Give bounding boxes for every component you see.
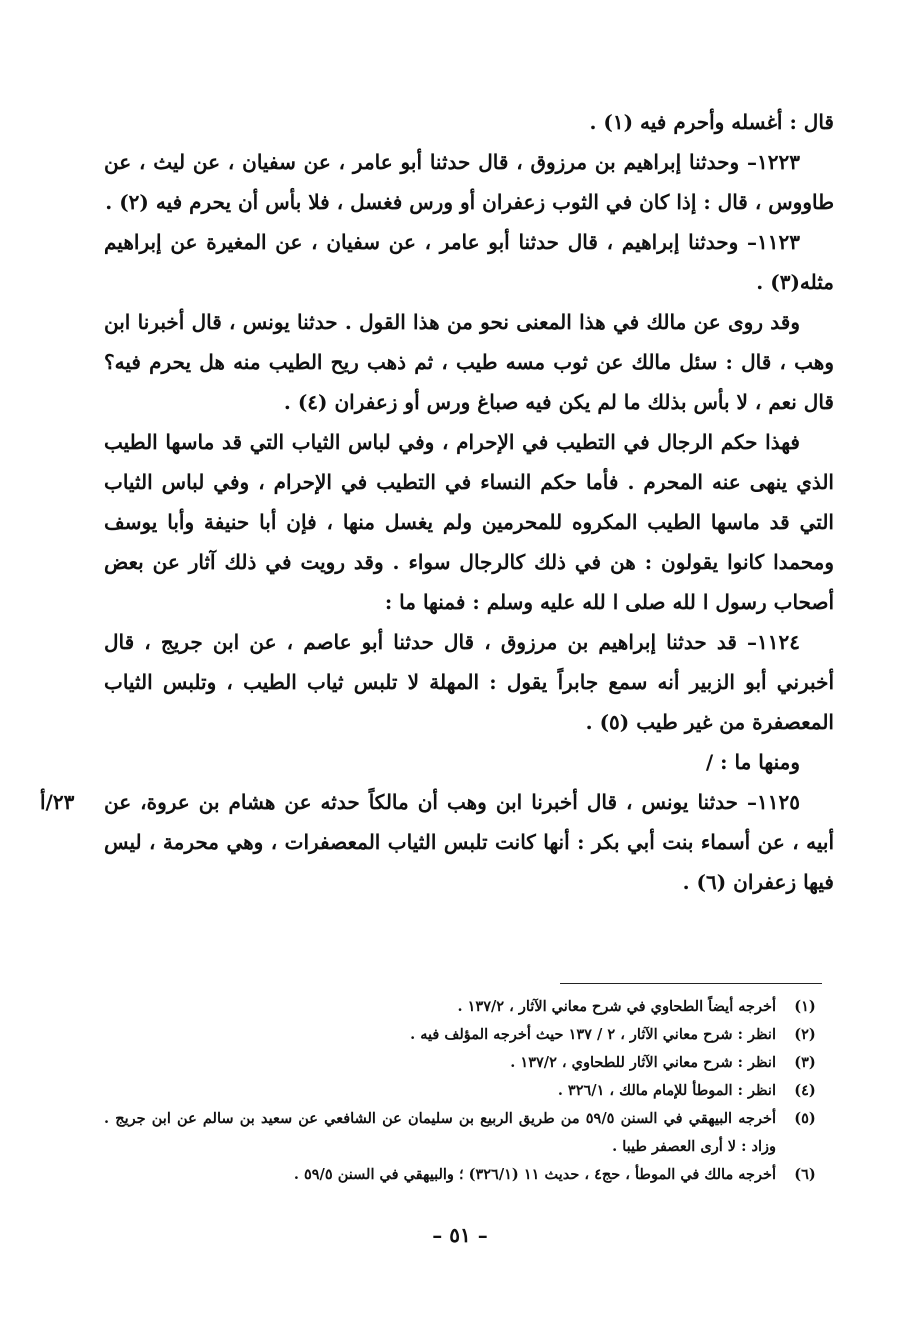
footnote-number: (٢) — [794, 1026, 816, 1043]
main-text — [104, 102, 834, 902]
footnote-text: انظر : شرح معاني الآثار ، ٢ / ١٣٧ حيث أخرجه المؤلف فيه . — [410, 1026, 776, 1043]
footnote-number: (١) — [794, 998, 816, 1015]
paragraph-1: قال : أغسله وأحرم فيه (١) . — [589, 110, 834, 134]
footnote-item — [104, 1049, 834, 1077]
paragraph-1123: ١١٢٣– وحدثنا إبراهيم ، قال حدثنا أبو عامر ، عن سفيان ، عن المغيرة عن إبراهيم مثله(٣) . — [104, 230, 834, 294]
paragraph-malik: وقد روى عن مالك في هذا المعنى نحو من هذا القول . حدثنا يونس ، قال أخبرنا ابن وهب ، قال : سئل مالك عن ثوب مسه طيب ، ثم ذهب ريح الطيب منه هل يحرم فيه؟ قال نعم ، لا بأس بذلك ما لم يكن فيه صباغ ورس أو زعفران (٤) . — [104, 310, 834, 414]
paragraph-ruling: فهذا حكم الرجال في التطيب في الإحرام ، وفي لباس الثياب التي قد ماسها الطيب الذي ينهى عنه المحرم . فأما حكم النساء في التطيب في الإحرام ، وفي لباس الثياب التي قد ماسها الطيب المكروه للمحرمين ولم يغسل منها ، فإن أبا حنيفة وأبا يوسف ومحمدا كانوا يقولون : هن في ذلك كالرجال سواء . وقد رويت في ذلك آثار عن بعض أصحاب رسول ا لله صلى ا لله عليه وسلم : فمنها ما : — [104, 430, 834, 614]
footnote-item — [104, 1077, 834, 1105]
footnote-text: انظر : الموطأ للإمام مالك ، ٣٢٦/١ . — [557, 1082, 776, 1099]
footnote-item — [104, 993, 834, 1021]
footnote-number: (٦) — [794, 1166, 816, 1183]
footnote-text: أخرجه البيهقي في السنن ٥٩/٥ من طريق الربيع بن سليمان عن الشافعي عن سعيد بن سالم عن ابن جريج . وزاد : لا أرى العصفر طيبا . — [104, 1110, 776, 1155]
paragraph-1124: ١١٢٤– قد حدثنا إبراهيم بن مرزوق ، قال حدثنا أبو عاصم ، عن ابن جريج ، قال أخبرني أبو الزبير أنه سمع جابراً يقول : المهلة لا تلبس ثياب الطيب ، وتلبس الثياب المعصفرة من غير طيب (٥) . — [104, 630, 834, 734]
paragraph-1125: ١١٢٥– حدثنا يونس ، قال أخبرنا ابن وهب أن مالكاً حدثه عن هشام بن عروة، عن أبيه ، عن أسماء بنت أبي بكر : أنها كانت تلبس الثياب المعصفرات ، وهي محرمة ، ليس فيها زعفران (٦) . — [104, 790, 834, 894]
manuscript-folio-ref: ٢٣/أ — [40, 790, 75, 814]
footnotes — [104, 993, 834, 1189]
paragraph-1223: ١٢٢٣– وحدثنا إبراهيم بن مرزوق ، قال حدثنا أبو عامر ، عن سفيان ، عن ليث ، عن طاووس ، قال : إذا كان في الثوب زعفران أو ورس فغسل ، فلا بأس أن يحرم فيه (٢) . — [104, 150, 834, 214]
footnote-text: أخرجه مالك في الموطأ ، حج٤ ، حديث ١١ (٣٢٦/١) ؛ والبيهقي في السنن ٥٩/٥ . — [293, 1166, 776, 1183]
footnote-number: (٣) — [794, 1054, 816, 1071]
paragraph-minha: ومنها ما : / — [705, 750, 800, 774]
footnote-text: انظر : شرح معاني الآثار للطحاوي ، ١٣٧/٢ . — [510, 1054, 776, 1071]
footnote-divider — [560, 983, 822, 984]
footnote-item — [104, 1105, 834, 1161]
footnote-number: (٤) — [794, 1082, 816, 1099]
footnote-item — [104, 1161, 834, 1189]
footnote-text: أخرجه أيضاً الطحاوي في شرح معاني الآثار ، ١٣٧/٢ . — [457, 998, 776, 1015]
page-number: – ٥١ – — [432, 1223, 488, 1247]
footnote-item — [104, 1021, 834, 1049]
footnote-number: (٥) — [794, 1110, 816, 1127]
